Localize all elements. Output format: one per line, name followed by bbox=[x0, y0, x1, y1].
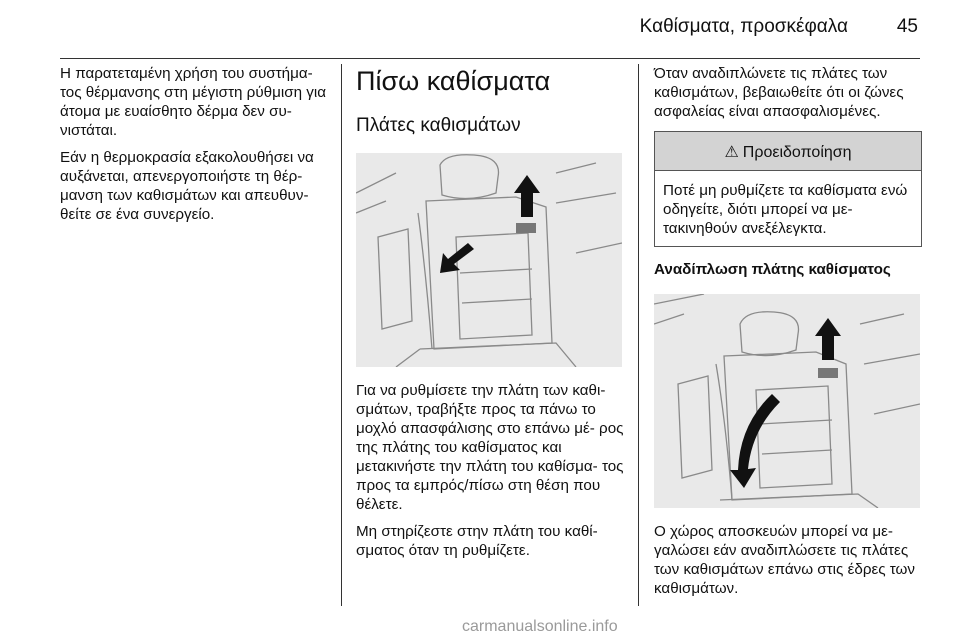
fold-heading: Αναδίπλωση πλάτης καθίσματος bbox=[654, 261, 891, 278]
subsection-title: Πλάτες καθισμάτων bbox=[356, 115, 521, 136]
column-divider bbox=[638, 64, 639, 606]
header-rule bbox=[60, 58, 920, 59]
paragraph: Ο χώρος αποσκευών μπορεί να με- γαλώσει εάν αναδιπλώσετε τις πλάτες των καθισμάτων επάνω στις έδρες των καθισμάτων. bbox=[654, 523, 916, 597]
column-2 bbox=[356, 64, 624, 568]
warning-text: Ποτέ μη ρυθμίζετε τα καθίσματα ενώ οδηγείτε, διότι μπορεί να με- τακινηθούν ανεξέλεγκτα. bbox=[663, 182, 908, 237]
paragraph: Εάν η θερμοκρασία εξακολουθήσει να αυξάνεται, απενεργοποιήστε τη θέρ- μανση των καθισμάτων και απευθυν- θείτε σε ένα συνεργείο. bbox=[60, 149, 314, 223]
paragraph: Η παρατεταμένη χρήση του συστήμα- τος θέρμανσης στη μέγιστη ρύθμιση για άτομα με ευαίσθητο δέρμα δεν συ- νιστάται. bbox=[60, 65, 326, 139]
paragraph: Μη στηρίζεστε στην πλάτη του καθί- σματος όταν τη ρυθμίζετε. bbox=[356, 523, 598, 559]
column-1 bbox=[60, 64, 328, 232]
warning-title: Προειδοποίηση bbox=[742, 144, 852, 161]
seat-backrest-adjust-illustration bbox=[356, 153, 622, 367]
warning-icon: ⚠ bbox=[724, 144, 739, 161]
page-number: 45 bbox=[896, 16, 918, 37]
section-title: Πίσω καθίσματα bbox=[356, 66, 551, 96]
warning-header bbox=[655, 132, 921, 171]
paragraph: Όταν αναδιπλώνετε τις πλάτες των καθισμάτων, βεβαιωθείτε ότι οι ζώνες ασφαλείας είναι απασφαλισμένες. bbox=[654, 65, 904, 120]
column-divider bbox=[341, 64, 342, 606]
warning-box bbox=[654, 131, 922, 247]
seat-fold-illustration bbox=[654, 294, 920, 508]
column-3 bbox=[654, 64, 922, 606]
watermark: carmanualsonline.info bbox=[462, 618, 618, 635]
page-header-title: Καθίσματα, προσκέφαλα bbox=[639, 16, 848, 37]
paragraph: Για να ρυθμίσετε την πλάτη των καθι- σμάτων, τραβήξτε προς τα πάνω το μοχλό απασφάλισης στο επάνω μέ- ρος της πλάτης του καθίσματος και μετακινήστε την πλάτη του καθίσμα- τος προς τα εμπρός/πίσω στη θέση που θέλετε. bbox=[356, 382, 624, 513]
